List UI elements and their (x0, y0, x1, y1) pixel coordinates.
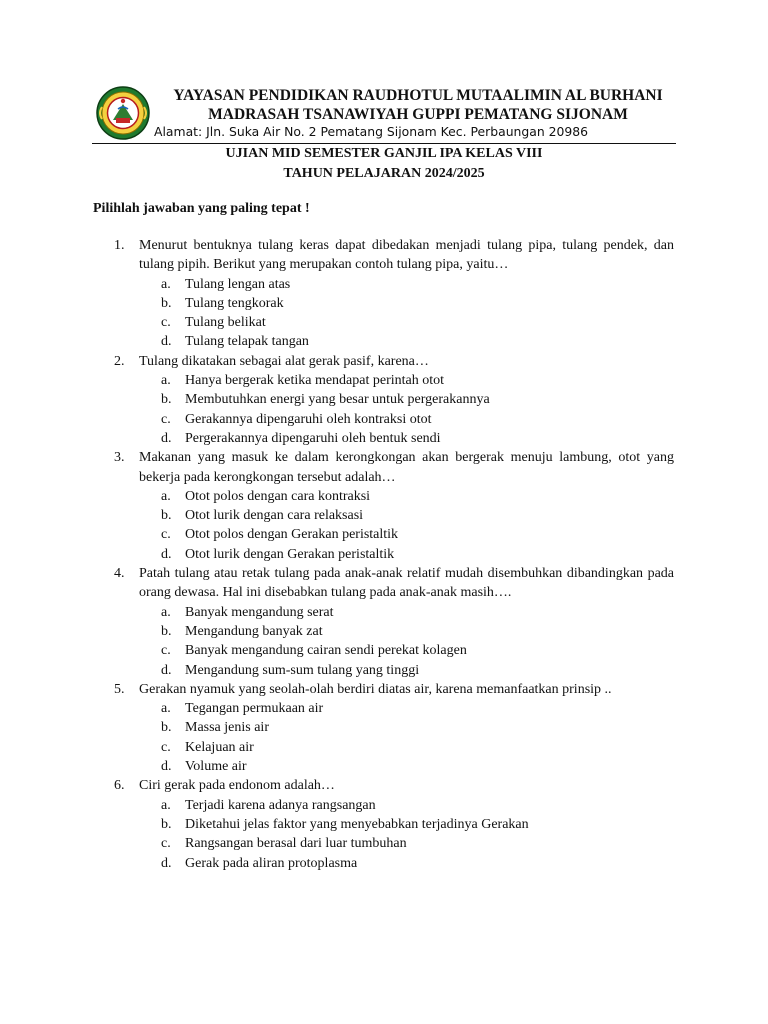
option-text: Gerakannya dipengaruhi oleh kontraksi otot (185, 411, 432, 427)
exam-title: UJIAN MID SEMESTER GANJIL IPA KELAS VIII (225, 146, 543, 161)
question-item (114, 564, 674, 680)
answer-option (139, 718, 674, 737)
answer-option (139, 275, 674, 294)
question-number: 6. (114, 778, 125, 794)
question-number: 4. (114, 566, 125, 582)
answer-option (139, 661, 674, 680)
option-letter: a. (161, 488, 171, 504)
option-letter: a. (161, 604, 171, 620)
question-item (114, 776, 674, 872)
option-letter: c. (161, 643, 171, 659)
option-letter: b. (161, 508, 172, 524)
option-text: Diketahui jelas faktor yang menyebabkan terjadinya Gerakan (185, 816, 529, 832)
question-text: Gerakan nyamuk yang seolah-olah berdiri diatas air, karena memanfaatkan prinsip .. (139, 681, 612, 697)
answer-option (139, 294, 674, 313)
school-address: Alamat: Jln. Suka Air No. 2 Pematang Sijonam Kec. Perbaungan 20986 (154, 124, 589, 139)
option-text: Volume air (185, 759, 247, 775)
option-text: Kelajuan air (185, 739, 254, 755)
option-letter: b. (161, 720, 172, 736)
option-text: Otot polos dengan Gerakan peristaltik (185, 527, 399, 543)
option-letter: b. (161, 623, 172, 639)
option-text: Banyak mengandung cairan sendi perekat kolagen (185, 643, 467, 659)
academic-year: TAHUN PELAJARAN 2024/2025 (283, 166, 485, 181)
option-text: Otot lurik dengan cara relaksasi (185, 508, 364, 524)
option-letter: a. (161, 701, 171, 717)
option-letter: d. (161, 334, 172, 350)
option-letter: b. (161, 392, 172, 408)
option-letter: d. (161, 855, 172, 871)
question-item (114, 352, 674, 448)
option-text: Rangsangan berasal dari luar tumbuhan (185, 836, 407, 852)
answer-option (139, 738, 674, 757)
answer-option (139, 854, 674, 873)
option-letter: b. (161, 295, 172, 311)
option-text: Tulang telapak tangan (185, 334, 309, 350)
question-item (114, 236, 674, 352)
question-number: 1. (114, 238, 125, 253)
option-letter: c. (161, 411, 171, 427)
option-text: Tegangan permukaan air (185, 701, 324, 717)
answer-option (139, 313, 674, 332)
answer-option (139, 545, 674, 564)
option-text: Hanya bergerak ketika mendapat perintah otot (185, 373, 445, 389)
option-letter: c. (161, 739, 171, 755)
question-item (114, 448, 674, 564)
option-text: Mengandung banyak zat (185, 623, 323, 639)
answer-option (139, 622, 674, 641)
option-letter: b. (161, 816, 172, 832)
foundation-name: YAYASAN PENDIDIKAN RAUDHOTUL MUTAALIMIN AL BURHANI (173, 87, 663, 104)
option-text: Tulang belikat (185, 315, 266, 331)
option-text: Banyak mengandung serat (185, 604, 334, 620)
question-number: 3. (114, 450, 125, 466)
option-letter: c. (161, 836, 171, 852)
option-letter: d. (161, 546, 172, 562)
answer-option (139, 815, 674, 834)
question-text: Patah tulang atau retak tulang pada anak-anak relatif mudah disembuhkan dibandingkan pada orang dewasa. Hal ini disebabkan tulang pada anak-anak masih…. (139, 566, 674, 601)
option-letter: a. (161, 797, 171, 813)
option-text: Tulang tengkorak (185, 295, 284, 311)
option-letter: a. (161, 373, 171, 389)
answer-option (139, 390, 674, 409)
option-letter: c. (161, 527, 171, 543)
school-crest-icon (92, 85, 154, 141)
option-text: Gerak pada aliran protoplasma (185, 855, 358, 871)
answer-option (139, 641, 674, 660)
answer-option (139, 371, 674, 390)
answer-option (139, 487, 674, 506)
option-text: Otot polos dengan cara kontraksi (185, 488, 371, 504)
question-text: Makanan yang masuk ke dalam kerongkongan akan bergerak menuju lambung, otot yang bekerja pada kerongkongan tersebut adalah… (139, 450, 674, 485)
answer-option (139, 757, 674, 776)
question-list (114, 236, 674, 873)
answer-option (139, 332, 674, 351)
answer-option (139, 506, 674, 525)
option-text: Tulang lengan atas (185, 276, 291, 292)
answer-option (139, 603, 674, 622)
option-text: Otot lurik dengan Gerakan peristaltik (185, 546, 395, 562)
answer-option (139, 834, 674, 853)
question-number: 5. (114, 681, 125, 697)
option-letter: d. (161, 430, 172, 446)
option-text: Membutuhkan energi yang besar untuk pergerakannya (185, 392, 490, 408)
school-name: MADRASAH TSANAWIYAH GUPPI PEMATANG SIJONAM (208, 106, 628, 123)
instruction-text: Pilihlah jawaban yang paling tepat ! (93, 201, 310, 216)
question-text: Tulang dikatakan sebagai alat gerak pasif, karena… (139, 353, 429, 369)
question-item (114, 680, 674, 776)
question-text: Ciri gerak pada endonom adalah… (139, 778, 335, 794)
answer-option (139, 410, 674, 429)
option-letter: c. (161, 315, 171, 331)
answer-option (139, 525, 674, 544)
answer-option (139, 796, 674, 815)
option-text: Massa jenis air (185, 720, 269, 736)
answer-option (139, 699, 674, 718)
option-letter: d. (161, 662, 172, 678)
option-text: Mengandung sum-sum tulang yang tinggi (185, 662, 420, 678)
question-number: 2. (114, 353, 125, 369)
letterhead (92, 85, 676, 144)
answer-option (139, 429, 674, 448)
option-letter: a. (161, 276, 171, 292)
option-text: Terjadi karena adanya rangsangan (185, 797, 376, 813)
question-text: Menurut bentuknya tulang keras dapat dibedakan menjadi tulang pipa, tulang pendek, dan tulang pipih. Berikut yang merupakan contoh tulang pipa, yaitu… (139, 238, 674, 273)
option-letter: d. (161, 759, 172, 775)
option-text: Pergerakannya dipengaruhi oleh bentuk sendi (185, 430, 441, 446)
